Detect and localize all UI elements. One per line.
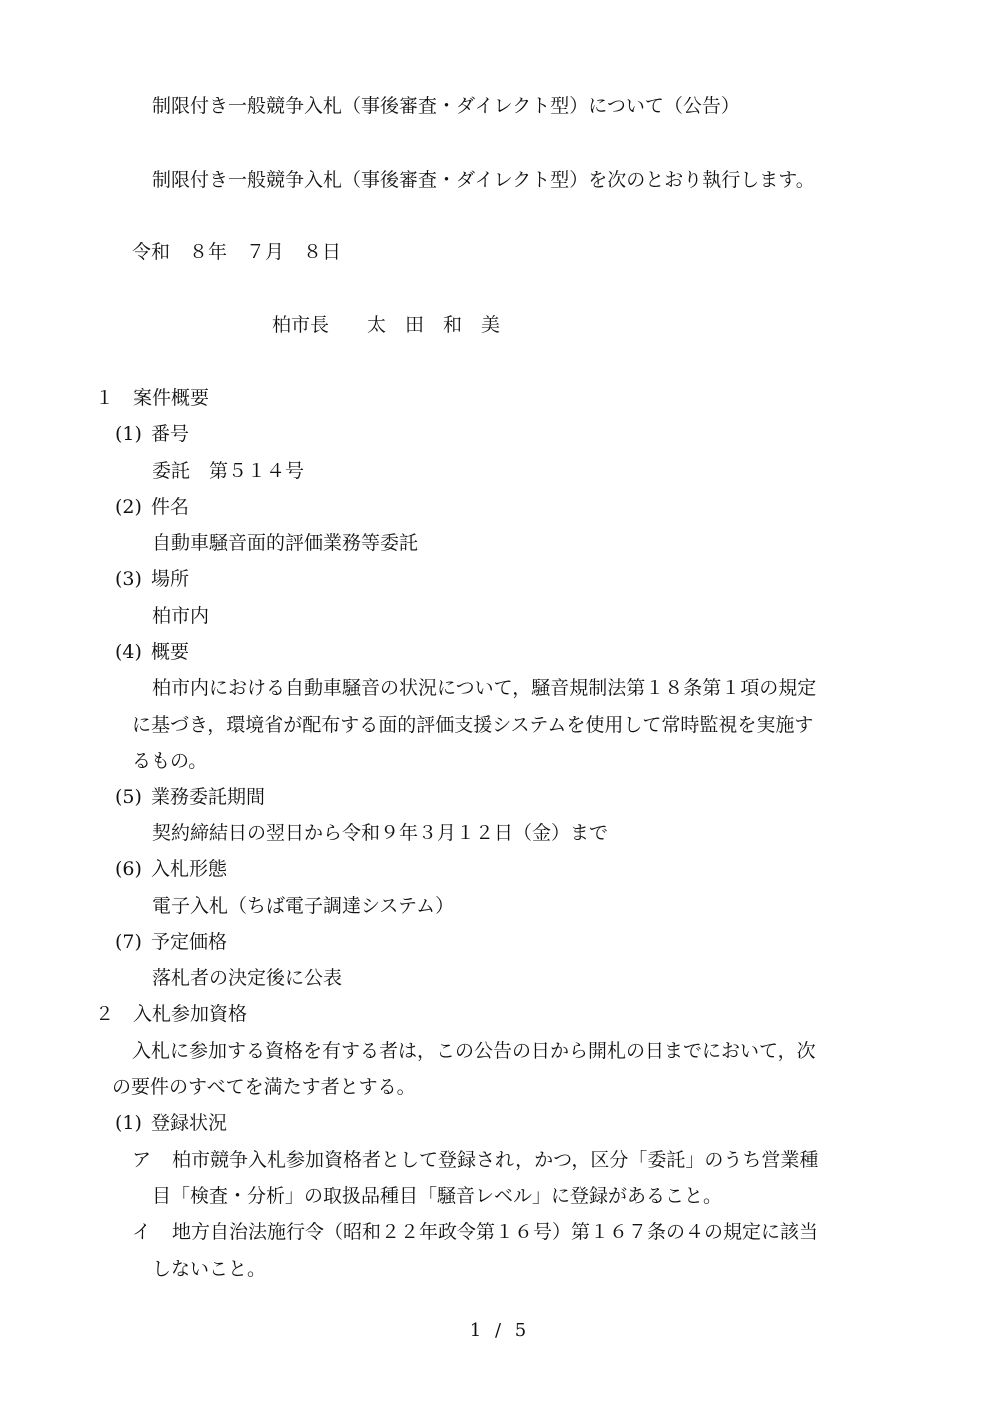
item-title: 概要 (151, 641, 190, 663)
item-title: 番号 (151, 423, 190, 445)
section2-heading: ２ 入札参加資格 (95, 1003, 248, 1025)
item-body: 柏市内 (152, 605, 210, 627)
item-label: (4) (115, 641, 142, 663)
item-body: に基づき，環境省が配布する面的評価支援システムを使用して常時監視を実施す (132, 714, 814, 736)
item-label: (2) (115, 496, 142, 518)
section1-heading: １ 案件概要 (95, 387, 210, 409)
item-label: (1) (115, 1112, 142, 1134)
item-body: 自動車騒音面的評価業務等委託 (152, 532, 419, 554)
item-title: 業務委託期間 (151, 786, 266, 808)
page-number: 1 / 5 (469, 1320, 531, 1341)
subitem-body: しないこと。 (152, 1258, 267, 1280)
item-body: 契約締結日の翌日から令和９年３月１２日（金）まで (152, 822, 609, 844)
item-label: (3) (115, 568, 142, 590)
item-label: (7) (115, 931, 142, 953)
subitem-body: 柏市競争入札参加資格者として登録され，かつ，区分「委託」のうち営業種 (172, 1149, 819, 1171)
section2-intro: の要件のすべてを満たす者とする。 (112, 1076, 416, 1098)
item-body: 電子入札（ちば電子調達システム） (152, 895, 455, 917)
section2-intro: 入札に参加する資格を有する者は，この公告の日から開札の日までにおいて，次 (132, 1040, 816, 1062)
item-label: (6) (115, 858, 142, 880)
notice-signature: 柏市長 太 田 和 美 (272, 314, 501, 336)
notice-intro: 制限付き一般競争入札（事後審査・ダイレクト型）を次のとおり執行します。 (152, 169, 815, 191)
notice-title: 制限付き一般競争入札（事後審査・ダイレクト型）について（公告） (152, 95, 740, 117)
item-body: るもの。 (132, 750, 208, 772)
item-title: 予定価格 (151, 931, 228, 953)
item-label: (5) (115, 786, 142, 808)
item-label: (1) (115, 423, 142, 445)
subitem-mark: イ (132, 1221, 152, 1243)
item-body: 落札者の決定後に公表 (152, 967, 343, 989)
item-title: 入札形態 (151, 858, 228, 880)
subitem-mark: ア (132, 1149, 152, 1171)
notice-date: 令和 ８年 ７月 ８日 (132, 241, 342, 263)
item-body: 柏市内における自動車騒音の状況について，騒音規制法第１８条第１項の規定 (152, 677, 817, 699)
item-title: 件名 (151, 496, 190, 518)
item-body: 委託 第５１４号 (152, 460, 305, 482)
item-title: 場所 (151, 568, 190, 590)
item-title: 登録状況 (151, 1112, 228, 1134)
subitem-body: 地方自治法施行令（昭和２２年政令第１６号）第１６７条の４の規定に該当 (172, 1221, 819, 1243)
subitem-body: 目「検査・分析」の取扱品種目「騒音レベル」に登録があること。 (152, 1185, 723, 1207)
